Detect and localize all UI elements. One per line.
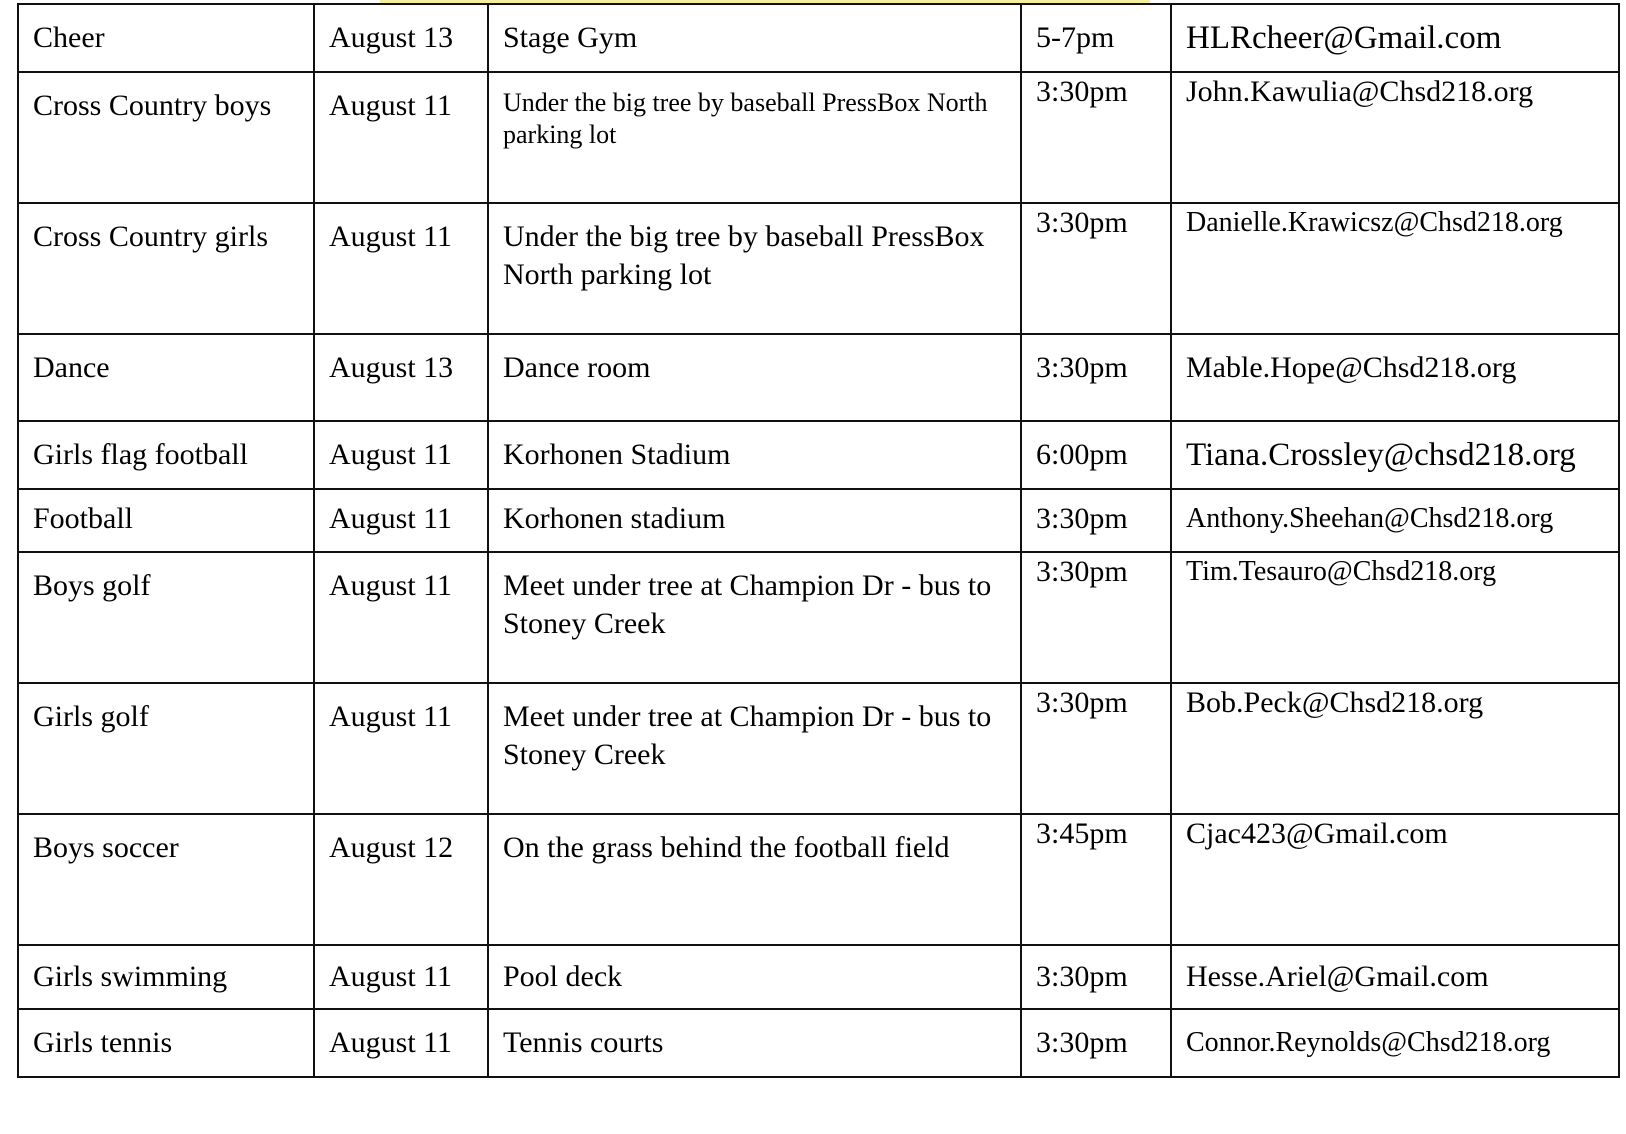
table-row: [18, 814, 1619, 945]
email-cell: Hesse.Ariel@Gmail.com: [1171, 945, 1619, 1009]
time-cell: 3:30pm: [1021, 72, 1171, 203]
location-cell: Meet under tree at Champion Dr - bus to Stoney Creek: [488, 683, 1021, 814]
table-row: [18, 1009, 1619, 1077]
date-cell: August 11: [314, 945, 488, 1009]
table-row: [18, 334, 1619, 421]
sport-cell: Dance: [18, 334, 314, 421]
email-cell: Danielle.Krawicsz@Chsd218.org: [1171, 203, 1619, 334]
email-cell: Tiana.Crossley@chsd218.org: [1171, 421, 1619, 489]
location-cell: Tennis courts: [488, 1009, 1021, 1077]
time-cell: 3:30pm: [1021, 1009, 1171, 1077]
table-row: [18, 4, 1619, 72]
sport-cell: Girls swimming: [18, 945, 314, 1009]
sport-cell: Cross Country boys: [18, 72, 314, 203]
sport-cell: Girls golf: [18, 683, 314, 814]
email-cell: Mable.Hope@Chsd218.org: [1171, 334, 1619, 421]
date-cell: August 11: [314, 72, 488, 203]
date-cell: August 11: [314, 203, 488, 334]
email-cell: Cjac423@Gmail.com: [1171, 814, 1619, 945]
sport-cell: Football: [18, 489, 314, 552]
email-cell: Tim.Tesauro@Chsd218.org: [1171, 552, 1619, 683]
location-cell: Korhonen stadium: [488, 489, 1021, 552]
sport-cell: Cheer: [18, 4, 314, 72]
time-cell: 3:45pm: [1021, 814, 1171, 945]
sport-cell: Boys soccer: [18, 814, 314, 945]
location-cell: On the grass behind the football field: [488, 814, 1021, 945]
location-cell: Under the big tree by baseball PressBox North parking lot: [488, 203, 1021, 334]
location-cell: Meet under tree at Champion Dr - bus to Stoney Creek: [488, 552, 1021, 683]
time-cell: 3:30pm: [1021, 334, 1171, 421]
date-cell: August 13: [314, 334, 488, 421]
table-row: [18, 489, 1619, 552]
location-cell: Pool deck: [488, 945, 1021, 1009]
time-cell: 3:30pm: [1021, 552, 1171, 683]
email-cell: Anthony.Sheehan@Chsd218.org: [1171, 489, 1619, 552]
sport-cell: Girls flag football: [18, 421, 314, 489]
table-row: [18, 552, 1619, 683]
date-cell: August 11: [314, 421, 488, 489]
email-cell: Bob.Peck@Chsd218.org: [1171, 683, 1619, 814]
sport-cell: Boys golf: [18, 552, 314, 683]
time-cell: 3:30pm: [1021, 489, 1171, 552]
location-cell: Dance room: [488, 334, 1021, 421]
time-cell: 3:30pm: [1021, 683, 1171, 814]
time-cell: 3:30pm: [1021, 203, 1171, 334]
email-cell: John.Kawulia@Chsd218.org: [1171, 72, 1619, 203]
date-cell: August 13: [314, 4, 488, 72]
table-row: [18, 203, 1619, 334]
date-cell: August 11: [314, 489, 488, 552]
sport-cell: Girls tennis: [18, 1009, 314, 1077]
email-cell: HLRcheer@Gmail.com: [1171, 4, 1619, 72]
date-cell: August 12: [314, 814, 488, 945]
sport-cell: Cross Country girls: [18, 203, 314, 334]
date-cell: August 11: [314, 552, 488, 683]
date-cell: August 11: [314, 683, 488, 814]
time-cell: 3:30pm: [1021, 945, 1171, 1009]
table-row: [18, 683, 1619, 814]
time-cell: 5-7pm: [1021, 4, 1171, 72]
location-cell: Under the big tree by baseball PressBox North parking lot: [488, 72, 1021, 203]
table-row: [18, 945, 1619, 1009]
tryout-schedule-table: [17, 3, 1620, 1078]
location-cell: Korhonen Stadium: [488, 421, 1021, 489]
time-cell: 6:00pm: [1021, 421, 1171, 489]
location-cell: Stage Gym: [488, 4, 1021, 72]
date-cell: August 11: [314, 1009, 488, 1077]
table-row: [18, 421, 1619, 489]
email-cell: Connor.Reynolds@Chsd218.org: [1171, 1009, 1619, 1077]
table-row: [18, 72, 1619, 203]
